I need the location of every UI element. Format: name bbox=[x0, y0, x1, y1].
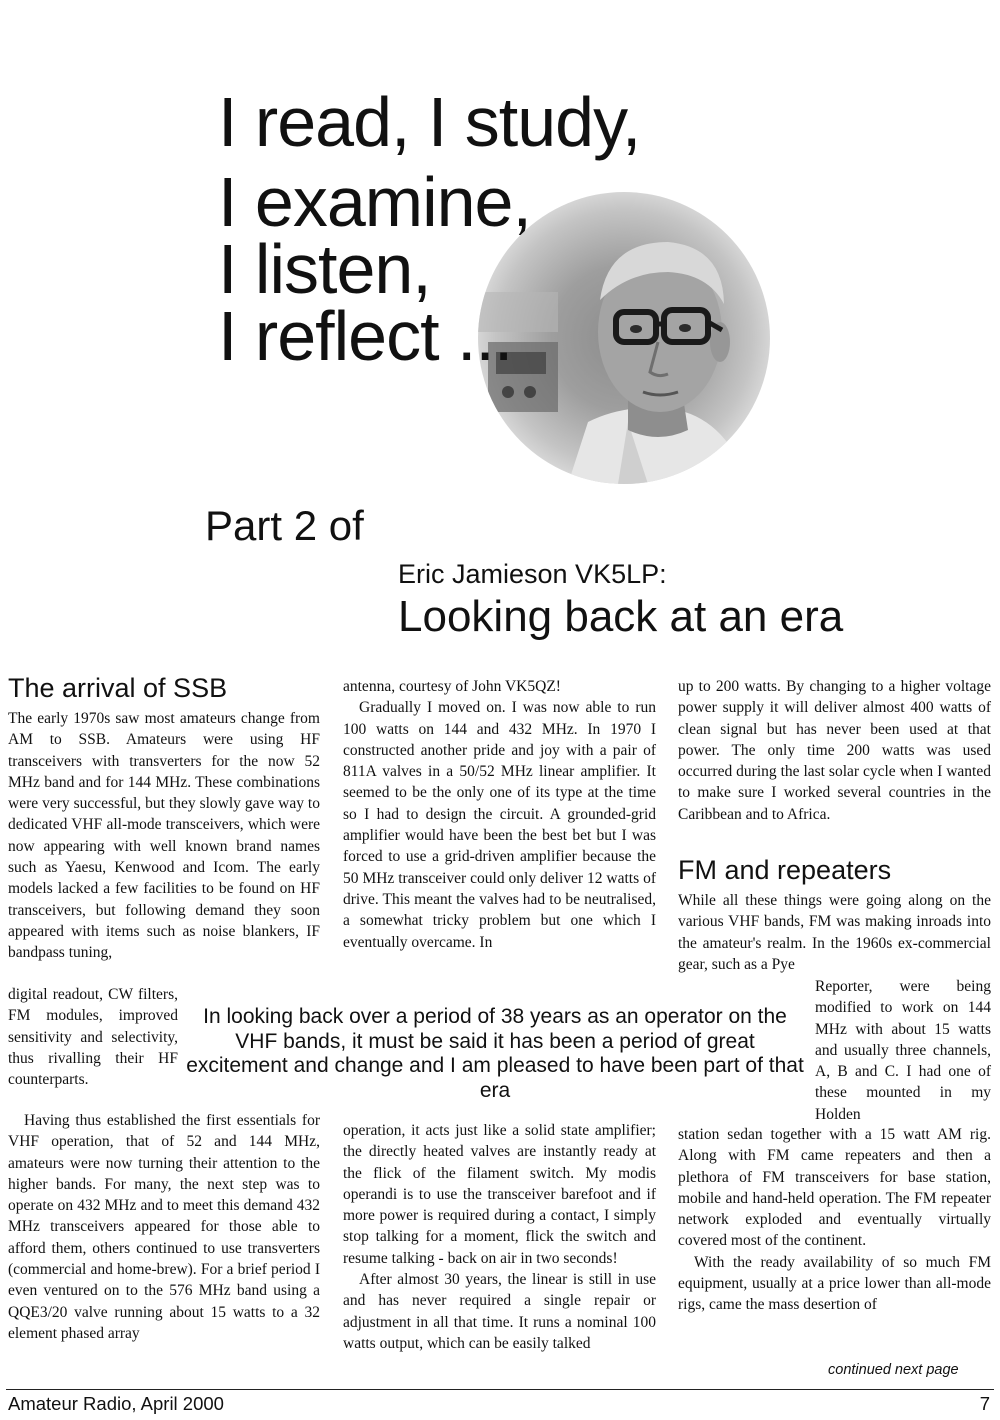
paragraph: operation, it acts just like a solid state amplifier; the directly heated valves are instantly ready at the flick of the filament switch. My modis operandi is to use the transceiver barefoot and if more power is required during a contact, I simply stop talking for a moment, flick the switch and resume talking - back on air in two seconds! bbox=[343, 1122, 656, 1267]
section-heading-ssb: The arrival of SSB bbox=[8, 673, 228, 703]
title-line-3: I listen, bbox=[218, 230, 431, 308]
column-3-wrap bbox=[815, 976, 991, 1125]
section-heading-fm: FM and repeaters bbox=[678, 855, 892, 885]
paragraph: After almost 30 years, the linear is still in use and has never required a single repair or adjustment in all that time. It runs a nominal 100 watts output, which can be easily talked bbox=[343, 1271, 656, 1352]
paragraph: With the ready availability of so much FM equipment, usually at a price lower than all-mode rigs, came the mass desertion of bbox=[678, 1253, 991, 1314]
paragraph: antenna, courtesy of John VK5QZ! bbox=[343, 678, 561, 695]
part-label: Part 2 of bbox=[205, 502, 364, 549]
paragraph: up to 200 watts. By changing to a higher voltage power supply it will deliver almost 400 watts of clean signal but has never been used at that power. The only time 200 watts was used occurred during the last solar cycle when I wanted to make sure I worked several countries in the Caribbean and to Africa. bbox=[678, 678, 991, 823]
footer-divider bbox=[6, 1389, 994, 1390]
paragraph: Having thus established the first essentials for VHF operation, that of 52 and 144 MHz, amateurs were now turning their attention to the higher bands. For many, the next step was to operate on 432 MHz and to meet this demand 432 MHz transceivers appeared for those able to afford them, others continued to use transverters (commercial and home-brew). For a brief period I even ventured on to the 576 MHz band using a QQE3/20 valve running about 15 watts to a 32 element phased array bbox=[8, 1112, 320, 1342]
page-number: 7 bbox=[979, 1393, 990, 1414]
pull-quote: In looking back over a period of 38 years as an operator on the VHF bands, it must be said it has been a period of great excitement and change and I am pleased to have been part of that era bbox=[186, 1005, 804, 1102]
column-2-bottom bbox=[343, 1120, 656, 1354]
paragraph: digital readout, CW filters, FM modules, improved sensitivity and selectivity, thus rivalling their HF counterparts. bbox=[8, 986, 178, 1089]
portrait-illustration bbox=[478, 192, 770, 484]
article-subtitle: Looking back at an era bbox=[398, 592, 844, 641]
paragraph: Reporter, were being modified to work on 144 MHz with about 15 watts and usually three channels, A, B and C. I had one of these mounted in my Holden bbox=[815, 978, 991, 1123]
author-byline: Eric Jamieson VK5LP: bbox=[398, 559, 667, 589]
column-2-top bbox=[343, 676, 656, 953]
title-line-4: I reflect ... bbox=[218, 297, 513, 375]
title-line-2: I examine, bbox=[218, 163, 531, 241]
column-1-top bbox=[8, 708, 320, 964]
column-1-bottom bbox=[8, 1110, 320, 1344]
title-line-1: I read, I study, bbox=[218, 83, 641, 161]
paragraph: station sedan together with a 15 watt AM rig. Along with FM came repeaters and then a plethora of FM transceivers for base station, mobile and hand-held operation. The FM repeater network exploded and eventually virtually covered most of the continent. bbox=[678, 1126, 991, 1250]
footer-publication: Amateur Radio, April 2000 bbox=[8, 1393, 224, 1414]
paragraph: Gradually I moved on. I was now able to run 100 watts on 144 and 432 MHz. In 1970 I constructed another pride and joy with a pair of 811A valves in a 50/52 MHz linear amplifier. It seemed to be the only one of its type at the time so I had to design the circuit. A grounded-grid amplifier would have been the best bet but I was forced to use a grid-driven amplifier because the 50 MHz transceiver could only deliver 12 watts of drive. This meant the valves had to be neutralised, a somewhat tricky problem but one which I eventually overcame. In bbox=[343, 699, 656, 951]
column-3-top bbox=[678, 676, 991, 825]
paragraph: The early 1970s saw most amateurs change from AM to SSB. Amateurs were using HF transceivers with transverters for the now 52 MHz band and for 144 MHz. These combinations were very successful, but they slowly gave way to dedicated VHF all-mode transceivers, which were now appearing with well known brand names such as Yaesu, Kenwood and Icom. The early models lacked a few facilities to be found on HF transceivers, but following demand they soon appeared with items such as noise blankers, IF bandpass tuning, bbox=[8, 710, 320, 962]
author-portrait-photo bbox=[478, 192, 770, 484]
continued-next-page: continued next page bbox=[828, 1362, 959, 1378]
paragraph: While all these things were going along on the various VHF bands, FM was making inroads into the amateur's realm. In the 1960s ex-commercial gear, such as a Pye bbox=[678, 892, 991, 973]
column-3-mid bbox=[678, 890, 991, 975]
column-3-bottom bbox=[678, 1124, 991, 1316]
column-1-wrap bbox=[8, 984, 178, 1090]
